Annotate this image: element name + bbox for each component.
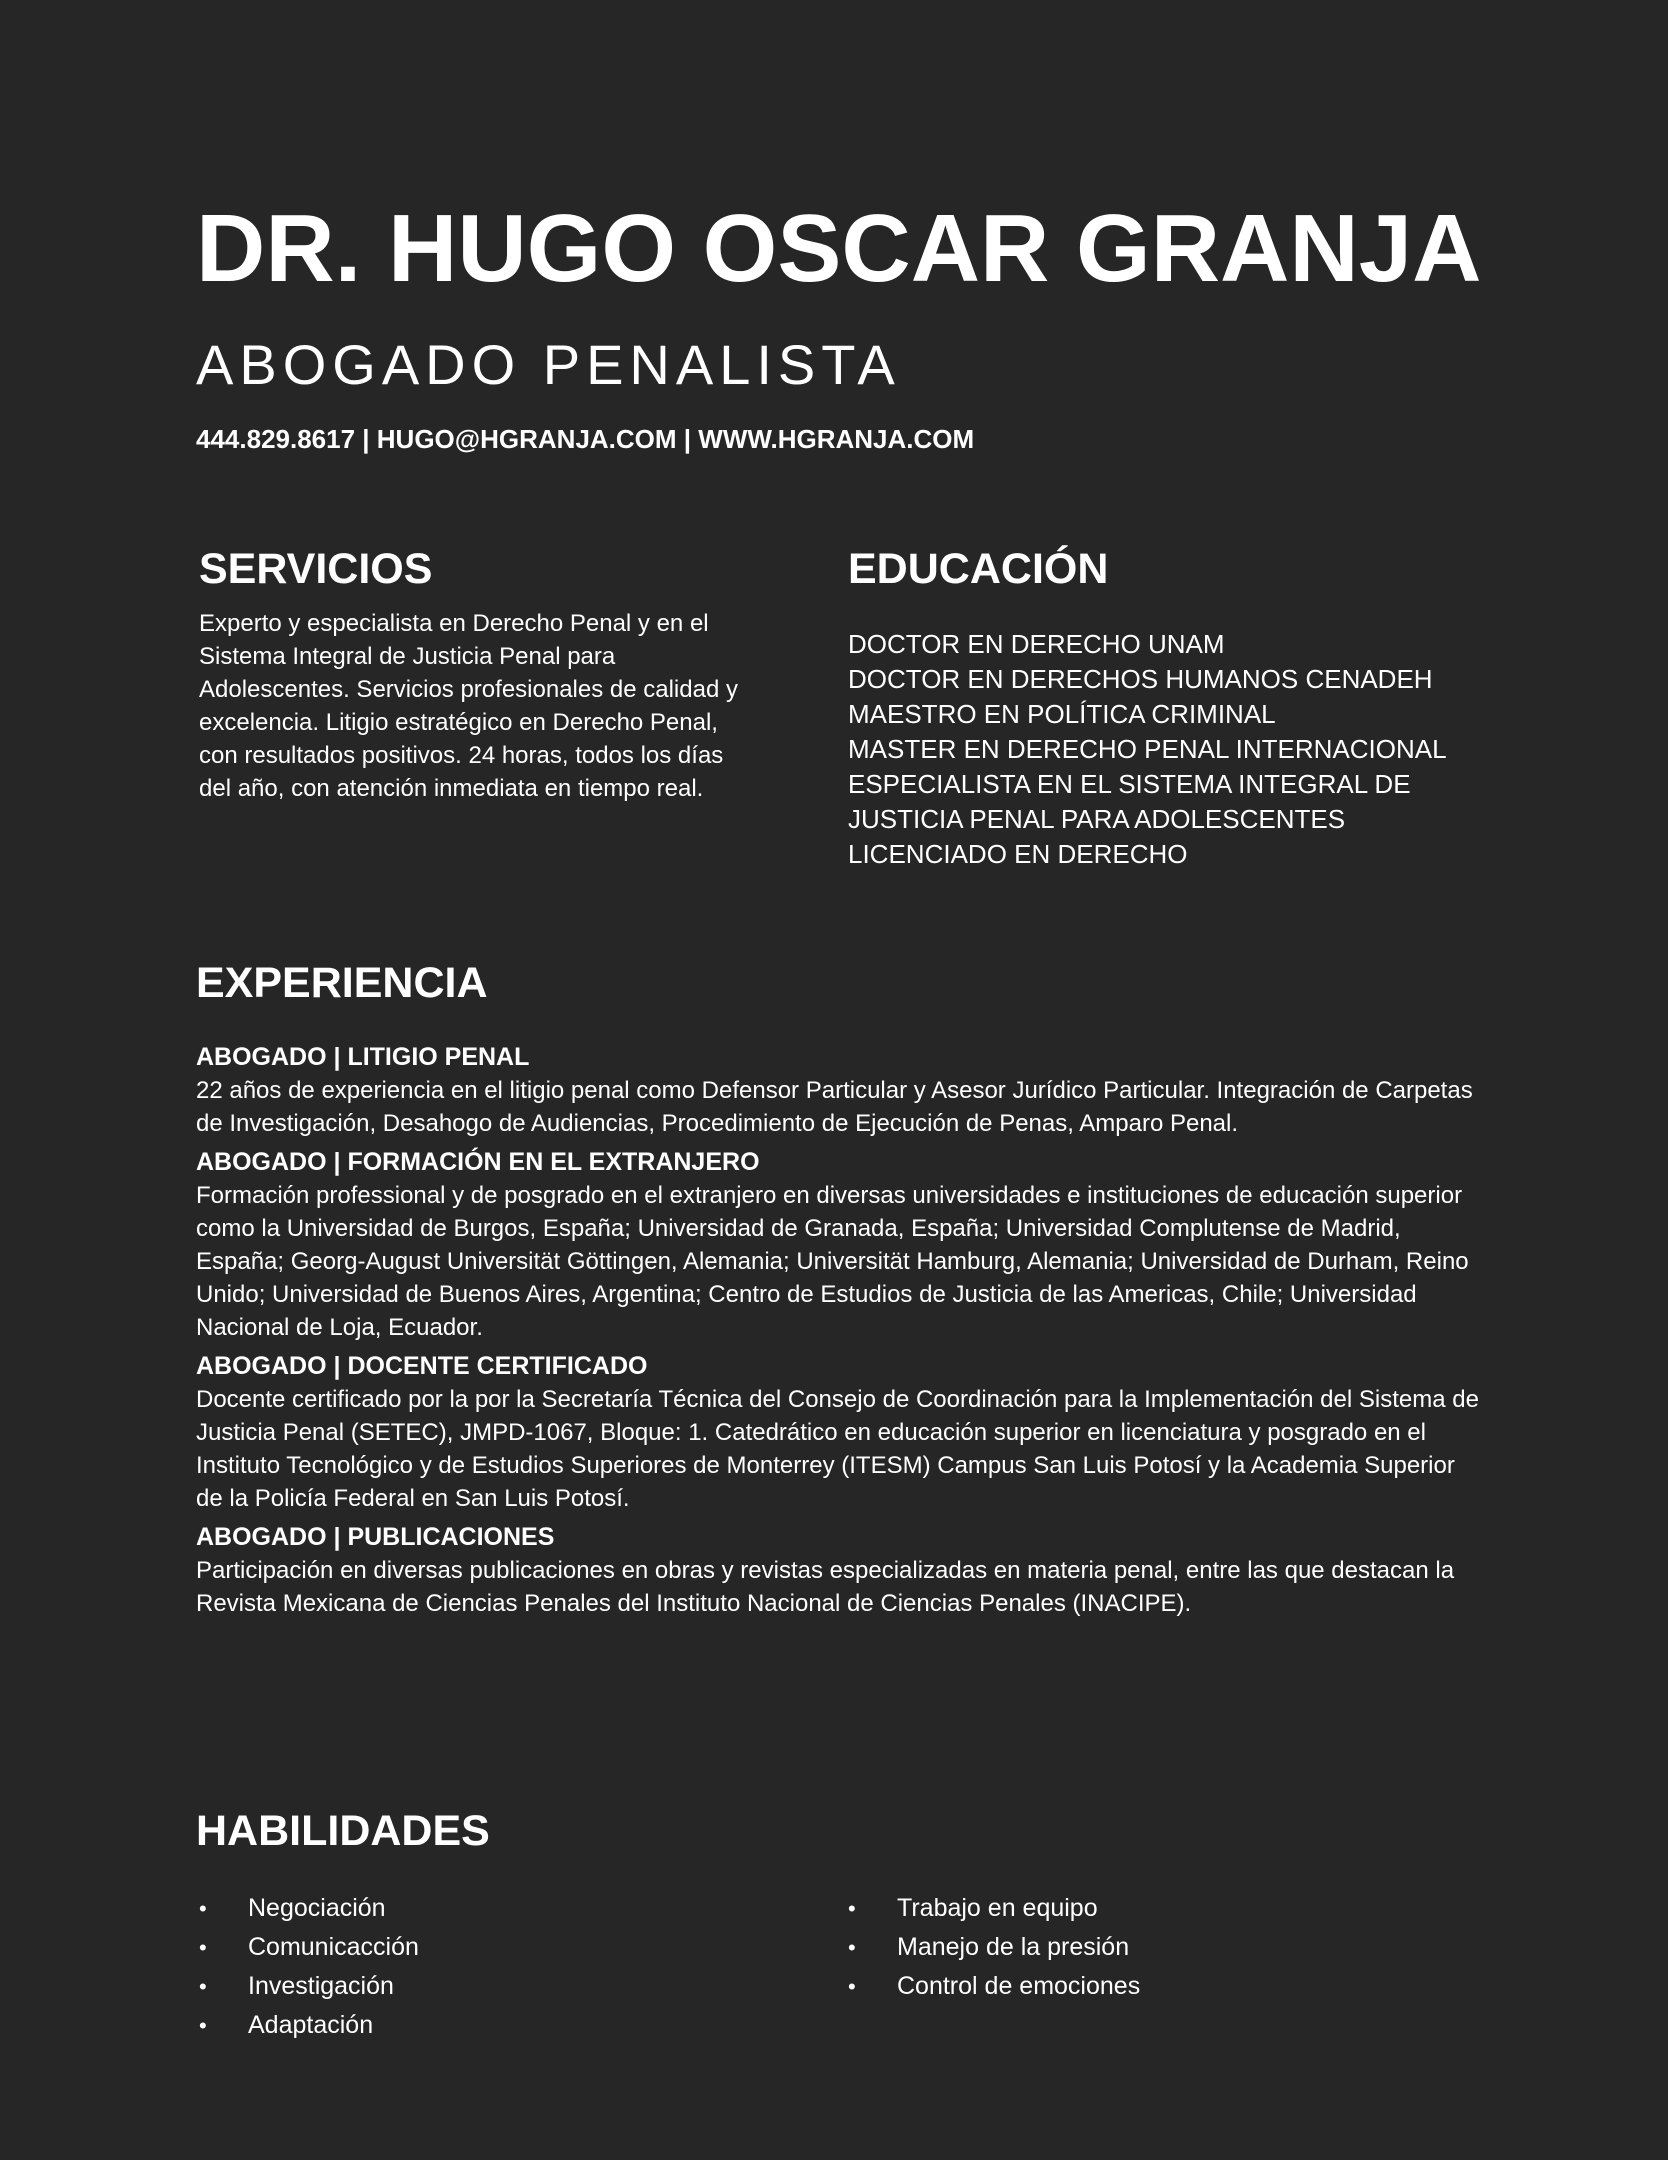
experiencia-item-title: ABOGADO | PUBLICACIONES <box>196 1523 555 1552</box>
experiencia-heading: EXPERIENCIA <box>196 959 488 1007</box>
experiencia-item <box>196 1521 1486 1620</box>
skill-label: Negociación <box>248 1894 386 1923</box>
bullet-icon: • <box>199 2013 207 2039</box>
experiencia-item <box>196 1350 1486 1515</box>
educacion-item: DOCTOR EN DERECHOS HUMANOS CENADEH <box>848 664 1433 695</box>
skill-item <box>196 1928 419 1967</box>
skill-label: Manejo de la presión <box>897 1933 1130 1962</box>
experiencia-item <box>196 1041 1486 1140</box>
educacion-list <box>848 627 1488 872</box>
educacion-item: ESPECIALISTA EN EL SISTEMA INTEGRAL DE <box>848 769 1411 800</box>
skill-label: Investigación <box>248 1972 394 2001</box>
contact-line: 444.829.8617 | HUGO@HGRANJA.COM | WWW.HGRANJA.COM <box>196 424 975 454</box>
experiencia-section <box>196 960 1486 1626</box>
skill-label: Adaptación <box>248 2011 374 2040</box>
skill-item <box>845 1889 1140 1928</box>
experiencia-list <box>196 1041 1486 1620</box>
educacion-heading: EDUCACIÓN <box>848 545 1109 593</box>
experiencia-item-desc: Docente certificado por la por la Secretaría Técnica del Consejo de Coordinación para la Implementación del Sistema de Justicia Penal (SETEC), JMPD-1067, Bloque: 1. Catedrático en educación superior en licenciatura y posgrado en el Instituto Tecnológico y de Estudios Superiores de Monterrey (ITESM) Campus San Luis Potosí y la Academia Superior de la Policía Federal en San Luis Potosí. <box>196 1386 1479 1513</box>
skill-label: Control de emociones <box>897 1972 1141 2001</box>
experiencia-item <box>196 1146 1486 1344</box>
skills-column-left <box>196 1889 419 2045</box>
job-title: ABOGADO PENALISTA <box>196 333 901 396</box>
experiencia-item-title: ABOGADO | DOCENTE CERTIFICADO <box>196 1352 648 1381</box>
servicios-heading: SERVICIOS <box>199 545 433 593</box>
educacion-item: MAESTRO EN POLÍTICA CRIMINAL <box>848 699 1276 730</box>
experiencia-item-title: ABOGADO | LITIGIO PENAL <box>196 1043 530 1072</box>
skills-grid <box>196 1889 1486 2049</box>
servicios-section <box>199 546 759 805</box>
skill-item <box>196 1889 419 1928</box>
bullet-icon: • <box>199 1896 207 1922</box>
bullet-icon: • <box>199 1935 207 1961</box>
bullet-icon: • <box>848 1896 856 1922</box>
skill-item <box>845 1928 1140 1967</box>
experiencia-item-desc: Formación professional y de posgrado en el extranjero en diversas universidades e instituciones de educación superior como la Universidad de Burgos, España; Universidad de Granada, España; Universidad Complutense de Madrid, España; Georg-August Universität Göttingen, Alemania; Universität Hamburg, Alemania; Universidad de Durham, Reino Unido; Universidad de Buenos Aires, Argentina; Centro de Estudios de Justicia de las Americas, Chile; Universidad Nacional de Loja, Ecuador. <box>196 1182 1469 1342</box>
skill-item <box>196 1967 419 2006</box>
servicios-text: Experto y especialista en Derecho Penal y en el Sistema Integral de Justicia Penal para Adolescentes. Servicios profesionales de calidad y excelencia. Litigio estratégico en Derecho Penal, con resultados positivos. 24 horas, todos los días del año, con atención inmediata en tiempo real. <box>199 610 738 803</box>
experiencia-item-desc: 22 años de experiencia en el litigio penal como Defensor Particular y Asesor Jurídico Particular. Integración de Carpetas de Investigación, Desahogo de Audiencias, Procedimiento de Ejecución de Penas, Amparo Penal. <box>196 1077 1473 1138</box>
habilidades-section <box>196 1808 1486 2049</box>
skill-item <box>845 1967 1140 2006</box>
educacion-item: JUSTICIA PENAL PARA ADOLESCENTES <box>848 804 1346 835</box>
habilidades-heading: HABILIDADES <box>196 1807 490 1855</box>
skill-label: Trabajo en equipo <box>897 1894 1098 1923</box>
educacion-item: LICENCIADO EN DERECHO <box>848 839 1188 870</box>
experiencia-item-title: ABOGADO | FORMACIÓN EN EL EXTRANJERO <box>196 1148 760 1177</box>
bullet-icon: • <box>848 1974 856 2000</box>
bullet-icon: • <box>848 1935 856 1961</box>
bullet-icon: • <box>199 1974 207 2000</box>
skill-label: Comunicacción <box>248 1933 419 1962</box>
experiencia-item-desc: Participación en diversas publicaciones en obras y revistas especializadas en materia penal, entre las que destacan la Revista Mexicana de Ciencias Penales del Instituto Nacional de Ciencias Penales (INACIPE). <box>196 1557 1455 1618</box>
skill-item <box>196 2006 419 2045</box>
educacion-item: MASTER EN DERECHO PENAL INTERNACIONAL <box>848 734 1447 765</box>
person-name: DR. HUGO OSCAR GRANJA <box>196 195 1482 302</box>
skills-column-right <box>845 1889 1140 2006</box>
educacion-item: DOCTOR EN DERECHO UNAM <box>848 629 1225 660</box>
educacion-section <box>848 546 1488 872</box>
